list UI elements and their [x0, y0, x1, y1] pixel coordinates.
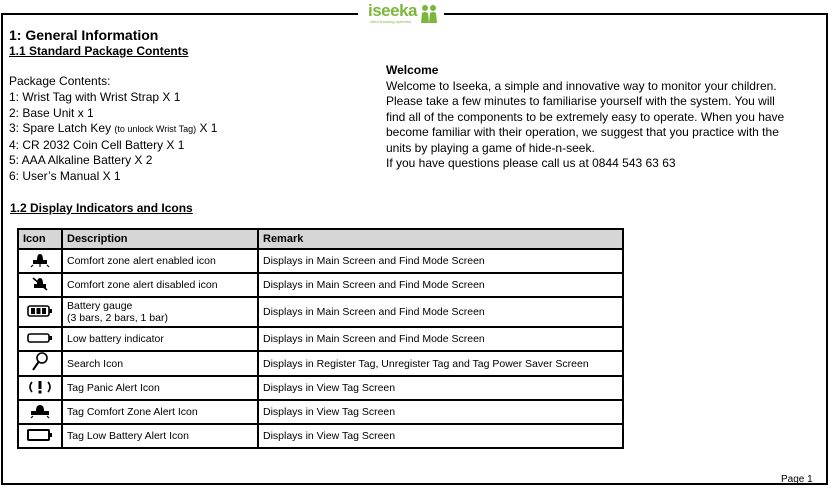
comfort-zone-disabled-icon [30, 276, 50, 292]
table-row [18, 351, 623, 376]
low-battery-icon [27, 332, 53, 344]
row-remark: Displays in Main Screen and Find Mode Screen [258, 273, 623, 297]
tag-panic-alert-icon [27, 379, 53, 395]
list-item: 5: AAA Alkaline Battery X 2 [9, 153, 153, 167]
table-row [18, 249, 623, 273]
row-remark: Displays in View Tag Screen [258, 400, 623, 424]
icons-table [17, 228, 624, 449]
table-row [18, 327, 623, 351]
row-description: Tag Low Battery Alert Icon [62, 424, 258, 448]
welcome-line: become familiar with their operation, we suggest that you practice with the [386, 125, 779, 139]
header-icon: Icon [18, 229, 62, 249]
logo-tagline: child tracking systems [370, 19, 412, 24]
row-description: Tag Comfort Zone Alert Icon [62, 400, 258, 424]
package-contents-heading: 1.1 Standard Package Contents [9, 44, 189, 58]
iseeka-logo [358, 0, 444, 28]
display-indicators-heading: 1.2 Display Indicators and Icons [10, 201, 193, 215]
welcome-line: Welcome to Iseeka, a simple and innovative way to monitor your children. [386, 78, 777, 93]
welcome-title: Welcome [386, 63, 439, 77]
row-description: Low battery indicator [62, 327, 258, 351]
row-description: Battery gauge (3 bars, 2 bars, 1 bar) [62, 297, 258, 327]
row-remark: Displays in View Tag Screen [258, 376, 623, 400]
welcome-text [386, 63, 816, 172]
comfort-zone-enabled-icon [30, 252, 50, 268]
row-remark: Displays in Main Screen and Find Mode Screen [258, 249, 623, 273]
row-description: Search Icon [62, 351, 258, 376]
row-description: Tag Panic Alert Icon [62, 376, 258, 400]
list-item: 2: Base Unit x 1 [9, 105, 94, 120]
header-description: Description [62, 229, 258, 249]
table-row [18, 273, 623, 297]
row-remark: Displays in Main Screen and Find Mode Screen [258, 297, 623, 327]
row-remark: Displays in View Tag Screen [258, 424, 623, 448]
table-row [18, 376, 623, 400]
row-description: Comfort zone alert disabled icon [62, 273, 258, 297]
row-remark: Displays in Register Tag, Unregister Tag and Tag Power Saver Screen [258, 351, 623, 376]
table-row [18, 297, 623, 327]
battery-gauge-icon [27, 304, 53, 318]
list-item: 1: Wrist Tag with Wrist Strap X 1 [9, 90, 181, 104]
tag-comfort-zone-alert-icon [29, 403, 51, 419]
list-item: 3: Spare Latch Key (to unlock Wrist Tag) X 1 [9, 121, 218, 135]
row-remark: Displays in Main Screen and Find Mode Screen [258, 327, 623, 351]
tag-low-battery-alert-icon [27, 428, 53, 442]
section-title: 1: General Information [9, 27, 159, 43]
children-icon [420, 4, 438, 24]
search-icon [31, 352, 49, 372]
list-item: 6: User’s Manual X 1 [9, 168, 121, 183]
table-header-row [18, 229, 623, 249]
table-row [18, 424, 623, 448]
logo-word: iseeka [368, 1, 417, 20]
header-remark: Remark [258, 229, 623, 249]
welcome-line: units by playing a game of hide-n-seek. [386, 140, 595, 155]
package-contents-list [9, 90, 217, 184]
welcome-line: Please take a few minutes to familiarise yourself with the system. You will [386, 94, 775, 108]
package-contents-label: Package Contents: [9, 74, 111, 88]
list-item: 4: CR 2032 Coin Cell Battery X 1 [9, 137, 185, 152]
welcome-line: find all of the components to be extremely easy to operate. When you have [386, 109, 785, 124]
welcome-line: If you have questions please call us at 0844 543 63 63 [386, 156, 676, 170]
page-number: Page 1 [781, 474, 813, 485]
table-row [18, 400, 623, 424]
row-description: Comfort zone alert enabled icon [62, 249, 258, 273]
